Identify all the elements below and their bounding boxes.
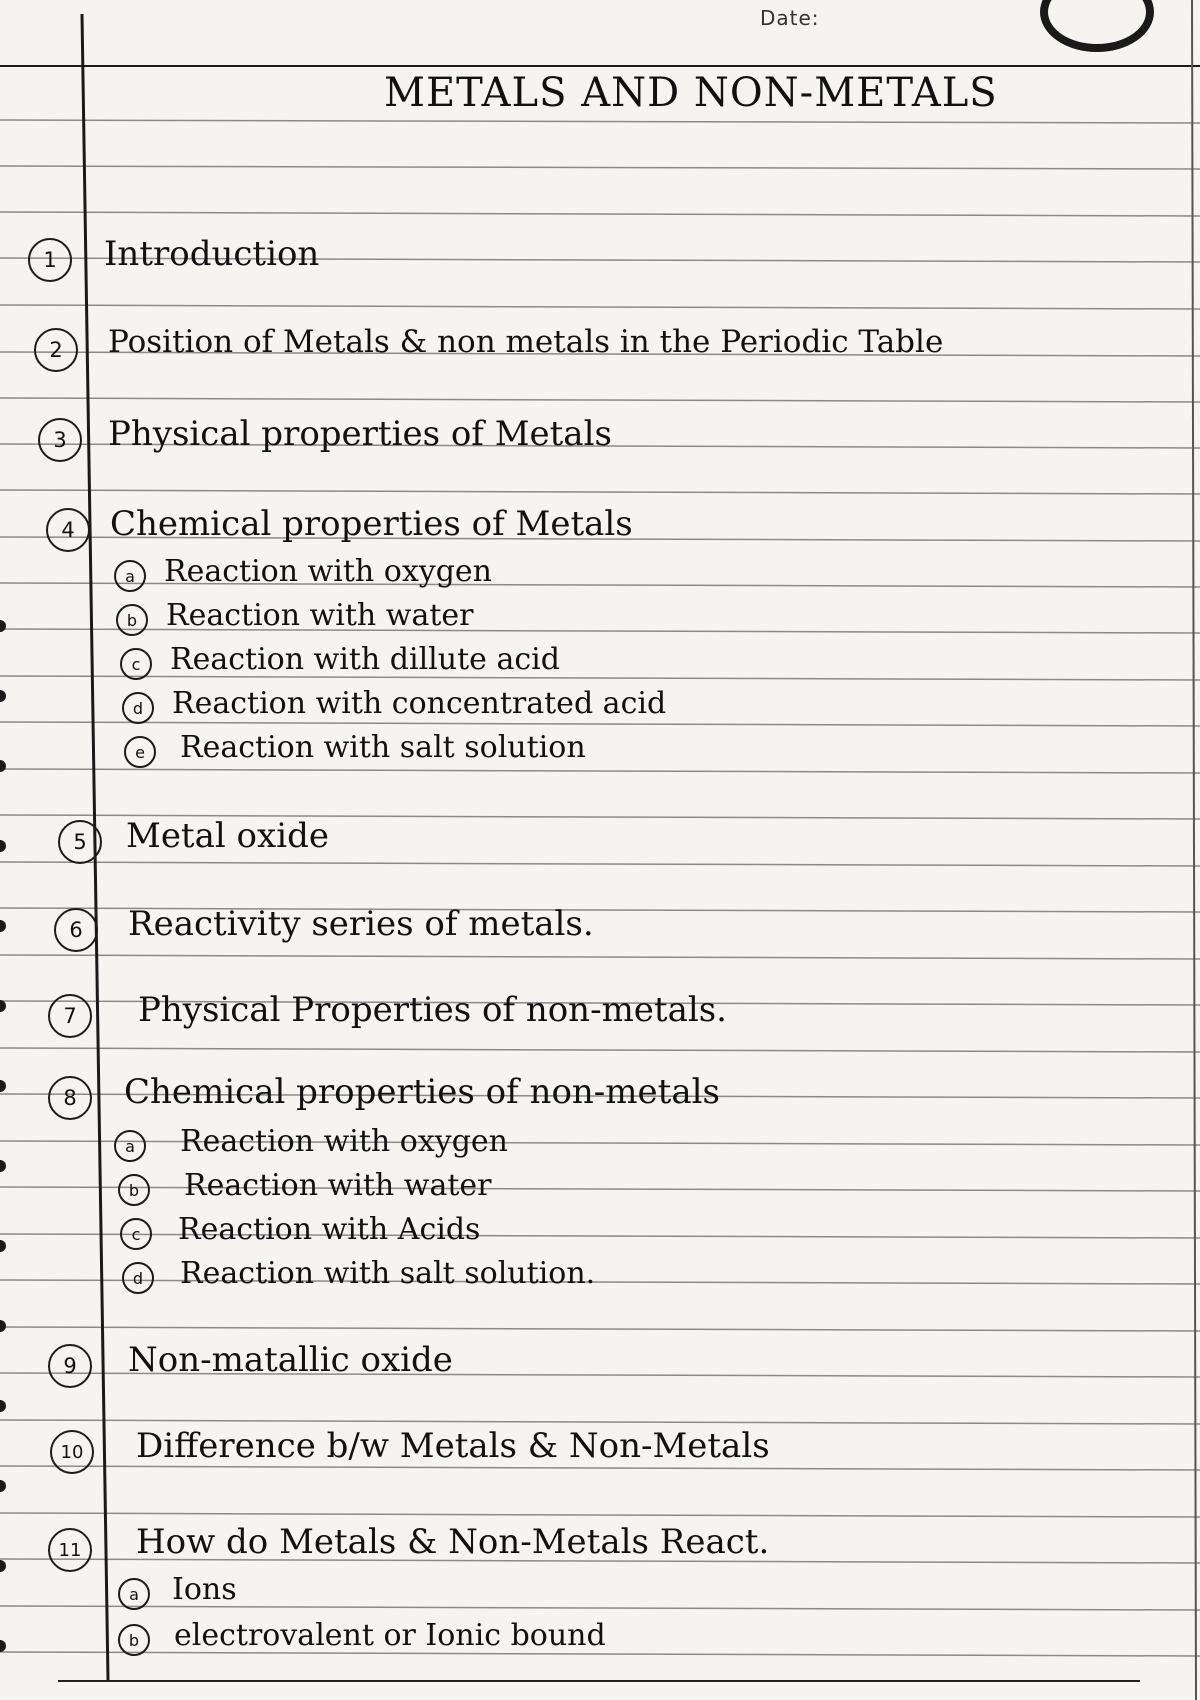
item-text: Physical Properties of non-metals. [138,990,727,1030]
page-title: METALS AND NON-METALS [384,70,998,116]
subitem-letter: d [122,1262,154,1294]
item-number: 11 [48,1528,92,1572]
item-number: 6 [54,908,98,952]
subitem-letter: b [118,1174,150,1206]
subitem-letter: a [118,1578,150,1610]
date-label: Date: [760,6,820,30]
item-text: Metal oxide [126,816,329,856]
page-bottom-rule [58,1680,1140,1682]
subitem-letter: b [116,604,148,636]
item-text: Introduction [104,234,320,274]
subitem-text: Reaction with oxygen [164,554,492,589]
subitem-text: Reaction with oxygen [180,1124,508,1159]
item-number: 7 [48,994,92,1038]
item-number: 9 [48,1344,92,1388]
subitem-text: Reaction with concentrated acid [172,686,667,721]
item-text: How do Metals & Non-Metals React. [136,1522,770,1562]
item-text: Non-matallic oxide [128,1340,453,1380]
subitem-letter: a [114,560,146,592]
item-text: Chemical properties of non-metals [124,1072,720,1112]
item-number: 8 [48,1076,92,1120]
subitem-letter: c [120,648,152,680]
item-number: 5 [58,820,102,864]
item-text: Reactivity series of metals. [128,904,594,944]
item-number: 4 [46,508,90,552]
subitem-text: Reaction with salt solution [180,730,586,765]
subitem-text: Reaction with dillute acid [170,642,560,677]
subitem-letter: c [120,1218,152,1250]
item-text: Physical properties of Metals [108,414,612,454]
item-text: Difference b/w Metals & Non-Metals [136,1426,770,1466]
subitem-text: Reaction with water [184,1168,492,1203]
subitem-text: Ions [172,1572,237,1607]
item-text: Chemical properties of Metals [110,504,633,544]
subitem-text: Reaction with water [166,598,474,633]
item-number: 3 [38,418,82,462]
item-text: Position of Metals & non metals in the Periodic Table [108,324,944,360]
item-number: 2 [34,328,78,372]
subitem-text: Reaction with Acids [178,1212,481,1247]
item-number: 1 [28,238,72,282]
subitem-letter: d [122,692,154,724]
item-number: 10 [50,1430,94,1474]
subitem-letter: e [124,736,156,768]
subitem-letter: a [114,1130,146,1162]
subitem-text: Reaction with salt solution. [180,1256,596,1291]
subitem-text: electrovalent or Ionic bound [174,1618,606,1653]
subitem-letter: b [118,1624,150,1656]
